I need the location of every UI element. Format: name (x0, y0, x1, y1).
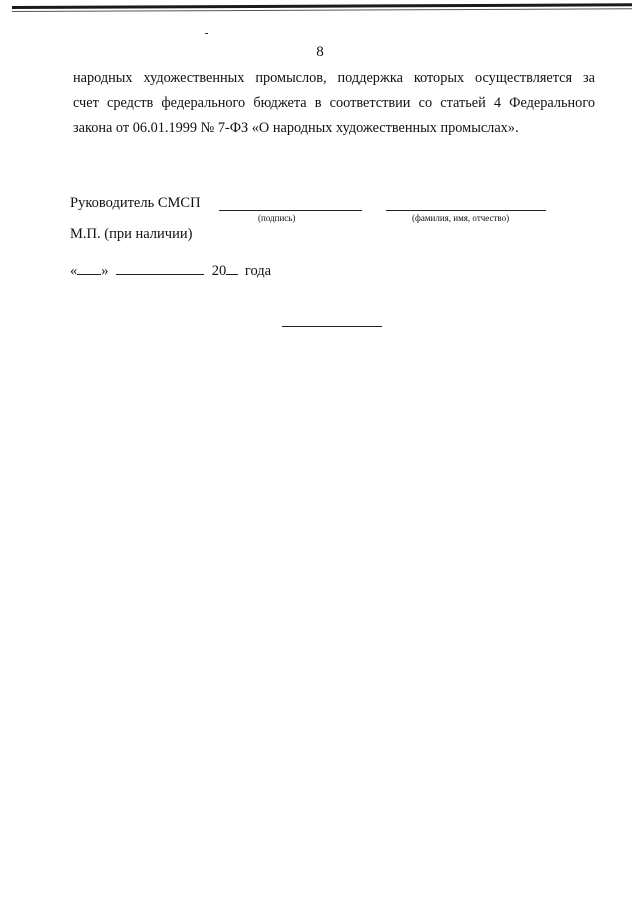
date-open-quote: « (70, 263, 78, 279)
body-line-3: закона от 06.01.1999 № 7-ФЗ «О народных художественных промыслах». (73, 120, 519, 136)
date-year-suffix: года (244, 263, 272, 279)
signature-caption: (подпись) (258, 213, 296, 223)
date-year-blank[interactable] (226, 260, 238, 275)
seal-label: М.П. (при наличии) (70, 226, 193, 242)
body-line-2: счет средств федерального бюджета в соответствии со статьей 4 Федерального (73, 95, 595, 111)
scan-speck (205, 33, 208, 34)
date-close-quote: » (101, 263, 109, 279)
signature-line[interactable] (219, 210, 362, 211)
name-caption: (фамилия, имя, отчество) (412, 213, 510, 223)
date-row (70, 260, 271, 280)
name-line[interactable] (386, 210, 546, 211)
date-year-prefix: 20 (211, 263, 227, 279)
top-border-rule-thin (12, 8, 632, 12)
end-of-document-rule (282, 326, 382, 327)
date-day-blank[interactable] (77, 260, 101, 275)
body-line-1: народных художественных промыслов, поддержка которых осуществляется за (73, 70, 595, 86)
body-paragraph (73, 66, 595, 141)
signature-label: Руководитель СМСП (70, 195, 201, 211)
page-number: 8 (316, 44, 324, 60)
date-month-blank[interactable] (116, 260, 204, 275)
